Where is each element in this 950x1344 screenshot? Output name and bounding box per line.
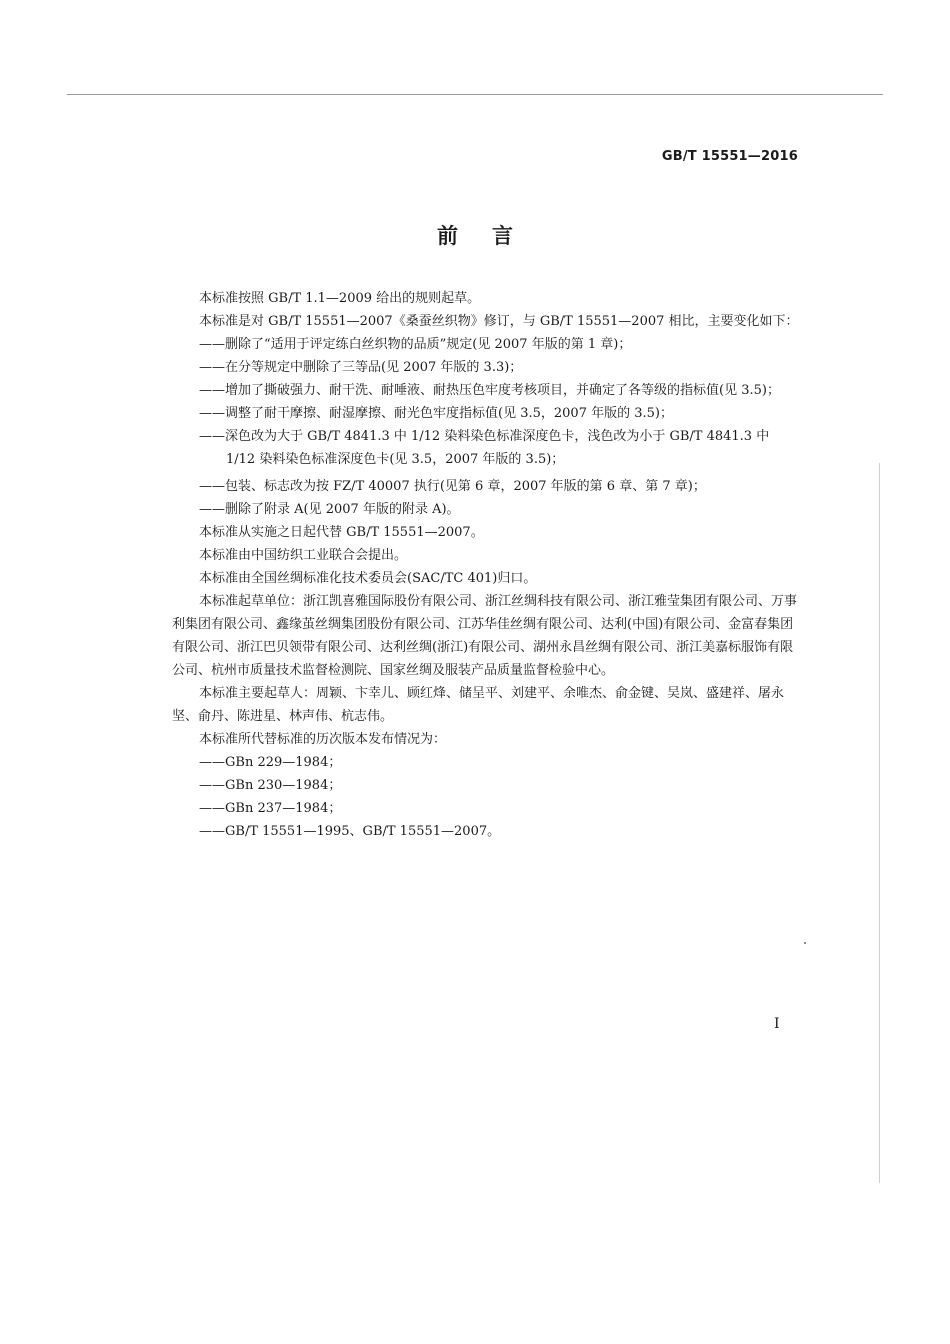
paragraph-drafters: 本标准主要起草人：周颖、卞幸儿、顾红烽、储呈平、刘建平、余唯杰、俞金键、吴岚、盛建祥、屠永坚、俞丹、陈进星、林声伟、杭志伟。 [172, 686, 785, 724]
paragraph-technical-committee: 本标准由全国丝绸标准化技术委员会(SAC/TC 401)归口。 [199, 571, 537, 586]
change-item: ——包装、标志改为按 FZ/T 40007 执行(见第 6 章，2007 年版的第 6 章、第 7 章)； [199, 479, 706, 494]
header-rule [67, 94, 883, 95]
paragraph-drafting-rules: 本标准按照 GB/T 1.1—2009 给出的规则起草。 [199, 291, 481, 306]
change-item: ——增加了撕破强力、耐干洗、耐唾液、耐热压色牢度考核项目，并确定了各等级的指标值(见 3.5)； [199, 383, 780, 398]
paragraph-replaces: 本标准从实施之日起代替 GB/T 15551—2007。 [199, 525, 484, 540]
foreword-body [172, 287, 802, 843]
scan-edge-line [879, 463, 880, 1183]
history-item: ——GB/T 15551—1995、GB/T 15551—2007。 [199, 824, 501, 839]
change-item: ——删除了附录 A(见 2007 年版的附录 A)。 [199, 502, 460, 517]
change-item: ——调整了耐干摩擦、耐湿摩擦、耐光色牢度指标值(见 3.5，2007 年版的 3.5)； [199, 406, 673, 421]
change-item: ——在分等规定中删除了三等品(见 2007 年版的 3.3)； [199, 360, 523, 375]
history-item: ——GBn 237—1984； [199, 801, 342, 816]
paragraph-drafting-units: 本标准起草单位：浙江凯喜雅国际股份有限公司、浙江丝绸科技有限公司、浙江雅莹集团有限公司、万事利集团有限公司、鑫缘茧丝绸集团股份有限公司、江苏华佳丝绸有限公司、达利(中国)有限公司、金富春集团有限公司、浙江巴贝领带有限公司、达利丝绸(浙江)有限公司、湖州永昌丝绸有限公司、浙江美嘉标服饰有限公司、杭州市质量技术监督检测院、国家丝绸及服装产品质量监督检验中心。 [172, 594, 798, 678]
paragraph-proposed-by: 本标准由中国纺织工业联合会提出。 [199, 548, 408, 563]
scan-speck [804, 942, 806, 944]
paragraph-history-intro: 本标准所代替标准的历次版本发布情况为： [199, 732, 447, 747]
paragraph-revision-summary: 本标准是对 GB/T 15551—2007《桑蚕丝织物》修订，与 GB/T 15551—2007 相比，主要变化如下： [199, 314, 799, 329]
history-item: ——GBn 230—1984； [199, 778, 342, 793]
standard-code: GB/T 15551—2016 [661, 149, 798, 164]
page-number: I [774, 1016, 780, 1032]
change-item: ——删除了“适用于评定练白丝织物的品质”规定(见 2007 年版的第 1 章)； [199, 337, 632, 352]
page-title: 前言 [437, 224, 547, 248]
history-item: ——GBn 229—1984； [199, 755, 342, 770]
change-item: ——深色改为大于 GB/T 4841.3 中 1/12 染料染色标准深度色卡，浅色改为小于 GB/T 4841.3 中 1/12 染料染色标准深度色卡(见 3.5，2007 年版的 3.5)； [199, 429, 770, 467]
